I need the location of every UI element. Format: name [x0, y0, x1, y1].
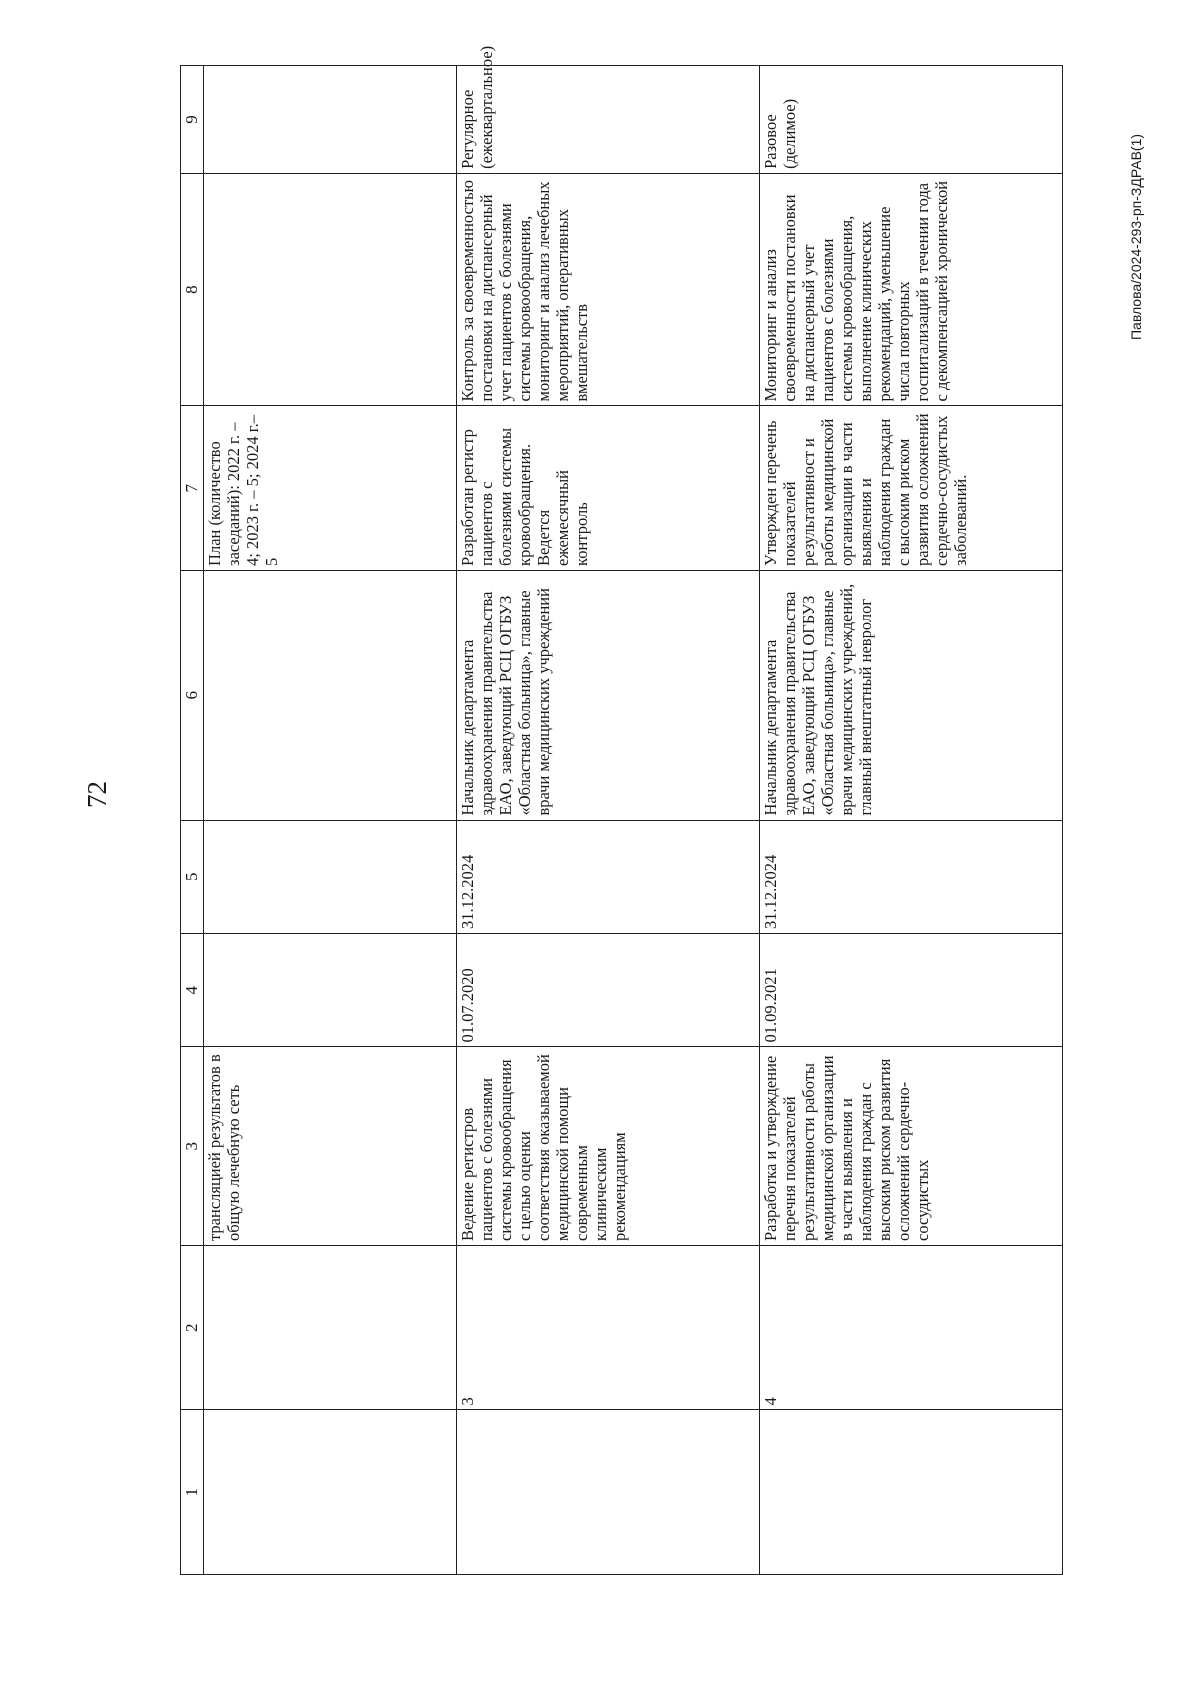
- cell-frequency: [204, 66, 457, 174]
- cell-responsible: [204, 570, 457, 820]
- cell-responsible: Начальник департамента здравоохранения правительства ЕАО, заведующий РСЦ ОГБУЗ «Областная больница», главные врачи медицинских учреждений: [457, 570, 760, 820]
- cell-control: Контроль за своевременностью постановки на диспансерный учет пациентов с болезнями системы кровообращения, мониторинг и анализ лечебных мероприятий, оперативных вмешательств: [457, 173, 760, 406]
- table-row: [204, 66, 457, 1575]
- cell-result: Разработан регистр пациентов с болезнями системы кровообращения. Ведется ежемесячный контроль: [457, 406, 760, 571]
- cell-start-date: [204, 934, 457, 1047]
- cell-col-2: [204, 1246, 457, 1411]
- page-number: 72: [82, 781, 112, 808]
- cell-control: Мониторинг и анализ своевременности постановки на диспансерный учет пациентов с болезнями системы кровообращения, выполнение клинических рекомендаций, уменьшение числа повторных госпитализаций в течении года с декомпенсацией хронической: [760, 173, 1063, 406]
- header-col-6: 6: [181, 570, 204, 820]
- cell-col-1: [204, 1410, 457, 1575]
- header-row: [181, 66, 204, 1575]
- cell-result: План (количество заседаний): 2022 г. – 4; 2023 г. – 5; 2024 г.– 5: [204, 406, 457, 571]
- header-col-3: 3: [181, 1047, 204, 1246]
- cell-event: Разработка и утверждение перечня показателей результативности работы медицинской организации в части выявления и наблюдения граждан с высоким риском развития осложнений сердечно-сосудистых: [760, 1047, 1063, 1246]
- cell-responsible: Начальник департамента здравоохранения правительства ЕАО, заведующий РСЦ ОГБУЗ «Областная больница», главные врачи медицинских учреждений, главный внештатный невролог: [760, 570, 1063, 820]
- cell-start-date: 01.09.2021: [760, 934, 1063, 1047]
- header-col-9: 9: [181, 66, 204, 174]
- cell-row-number: 4: [760, 1246, 1063, 1411]
- header-col-8: 8: [181, 173, 204, 406]
- cell-end-date: 31.12.2024: [457, 820, 760, 933]
- header-col-2: 2: [181, 1246, 204, 1411]
- header-col-4: 4: [181, 934, 204, 1047]
- cell-result: Утвержден перечень показателей результативност и работы медицинской организации в части выявления и наблюдения граждан с высоким риском развития осложнений сердечно-сосудистых заболеваний.: [760, 406, 1063, 571]
- cell-end-date: [204, 820, 457, 933]
- cell-start-date: 01.07.2020: [457, 934, 760, 1047]
- cell-event: трансляцией результатов в общую лечебную сеть: [204, 1047, 457, 1246]
- header-col-7: 7: [181, 406, 204, 571]
- header-col-1: 1: [181, 1410, 204, 1575]
- table-row: [760, 66, 1063, 1575]
- cell-frequency: Разовое (делимое): [760, 66, 1063, 174]
- cell-col-1: [760, 1410, 1063, 1575]
- cell-event: Ведение регистров пациентов с болезнями системы кровообращения с целью оценки соответствия оказываемой медицинской помощи современным клиническим рекомендациям: [457, 1047, 760, 1246]
- rotated-table-container: [180, 45, 1080, 1575]
- cell-row-number: 3: [457, 1246, 760, 1411]
- header-col-5: 5: [181, 820, 204, 933]
- table-row: [457, 66, 760, 1575]
- cell-col-1: [457, 1410, 760, 1575]
- cell-end-date: 31.12.2024: [760, 820, 1063, 933]
- activities-table: [180, 45, 1063, 1575]
- document-code: Павлова/2024-293-рп-ЗДРАВ(1): [1128, 133, 1144, 340]
- cell-control: [204, 173, 457, 406]
- cell-frequency: Регулярное (ежеквартальное): [457, 66, 760, 174]
